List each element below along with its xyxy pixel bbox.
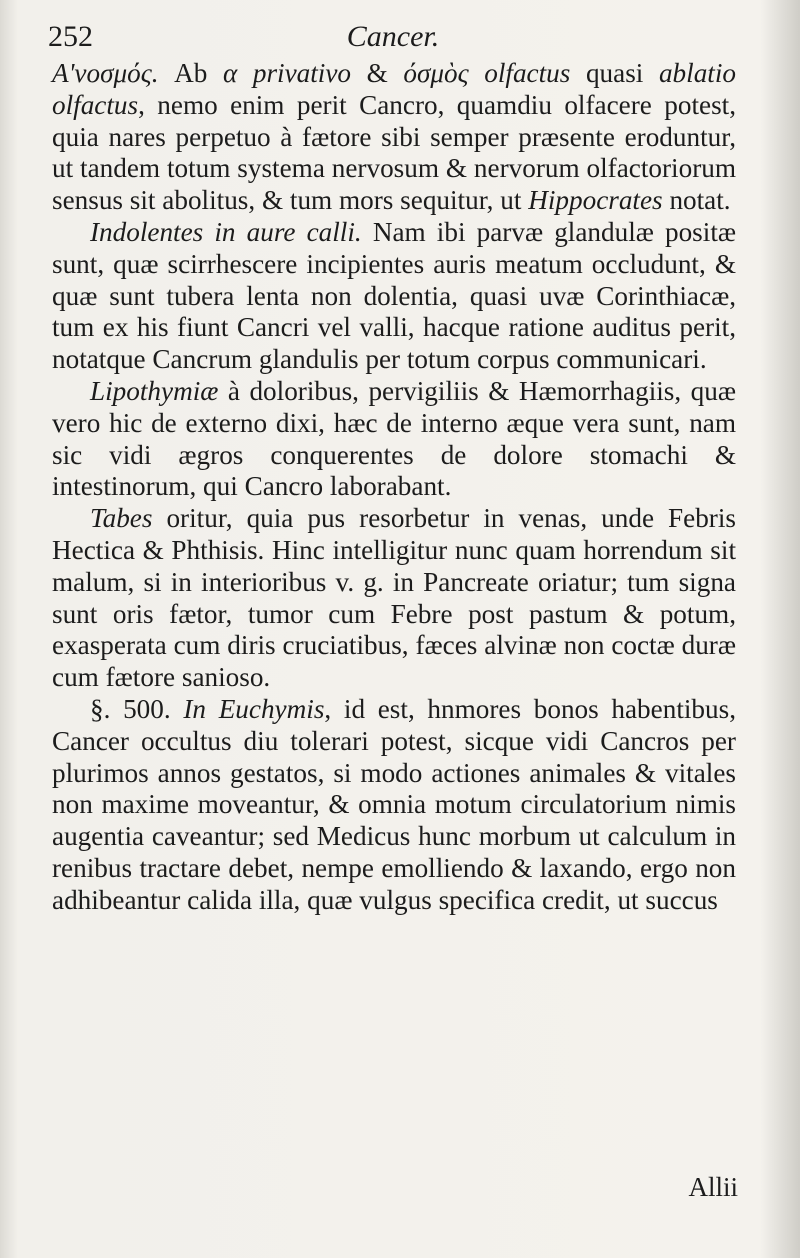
catchword: Allii [688,1172,738,1202]
paragraph [52,503,736,694]
text-run: oritur, quia pus resorbetur in venas, unde Febris Hectica & Phthisis. Hinc intelligitur nunc quam horrendum sit malum, si in interioribus v. g. in Pancreate oriatur; tum signa sunt oris fætor, tumor cum Febre post pastum & potum, exasperata cum diris cruciatibus, fæces alvinæ non coctæ duræ cum fætore sanioso. [52,503,736,693]
text-run: & [351,58,404,88]
italic-text: In Euchymis [183,693,325,724]
italic-text: α privativo [223,58,352,88]
paragraph [52,217,736,376]
paragraph [52,58,736,217]
text-run: à doloribus, pervigiliis & Hæmorrhagiis, quæ vero hic de externo dixi, hæc de interno æque vera sunt, nam sic vidi ægros conquerentes de dolore stomachi & intestinorum, qui Cancro laborabant. [52,375,736,502]
page-number: 252 [48,20,93,53]
body-text [52,58,736,917]
text-run: , nemo enim perit Cancro, quamdiu olfacere potest, quia nares perpetuo à fætore sibi semper præsente eroduntur, ut tandem totum systema nervosum & nervorum olfactoriorum sensus sit abolitus, & tum mors sequitur, ut [52,89,736,216]
paragraph [52,376,736,503]
italic-text: Tabes [90,503,153,534]
text-run: quasi [570,58,659,88]
text-run: notat. [662,185,731,216]
paragraph [52,694,736,917]
italic-text: Hippocrates [528,185,663,216]
text-run: §. 500. [90,693,184,724]
running-head: Cancer. [346,20,440,53]
italic-text: Lipothymiæ [90,375,219,406]
italic-text: όσμὸς olfactus [403,58,571,88]
italic-text: Indolentes in aure calli. [90,216,362,247]
italic-text: A'νοσμός. [52,58,159,88]
text-run: , id est, hnmores bonos habentibus, Cancer occultus diu tolerari potest, sicque vidi Cancros per plurimos annos gestatos, si modo actiones animales & vitales non maxime moveantur, & omnia motum circulatorium nimis augentia caveantur; sed Medicus hunc morbum ut calculum in renibus tractare debet, nempe emolliendo & laxando, ergo non adhibeantur calida illa, quæ vulgus specifica credit, ut succus [52,693,736,915]
text-run: Nam ibi parvæ glandulæ positæ sunt, quæ scirrhescere incipientes auris meatum occludunt, & quæ sunt tubera lenta non dolentia, quasi uvæ Corinthiacæ, tum ex his fiunt Cancri vel valli, hacque ratione auditus perit, notatque Cancrum glandulis per totum corpus communicari. [52,216,737,375]
italic-text: ablatio olfactus [52,58,736,120]
text-run: Ab [158,58,223,88]
page-header [48,18,738,62]
